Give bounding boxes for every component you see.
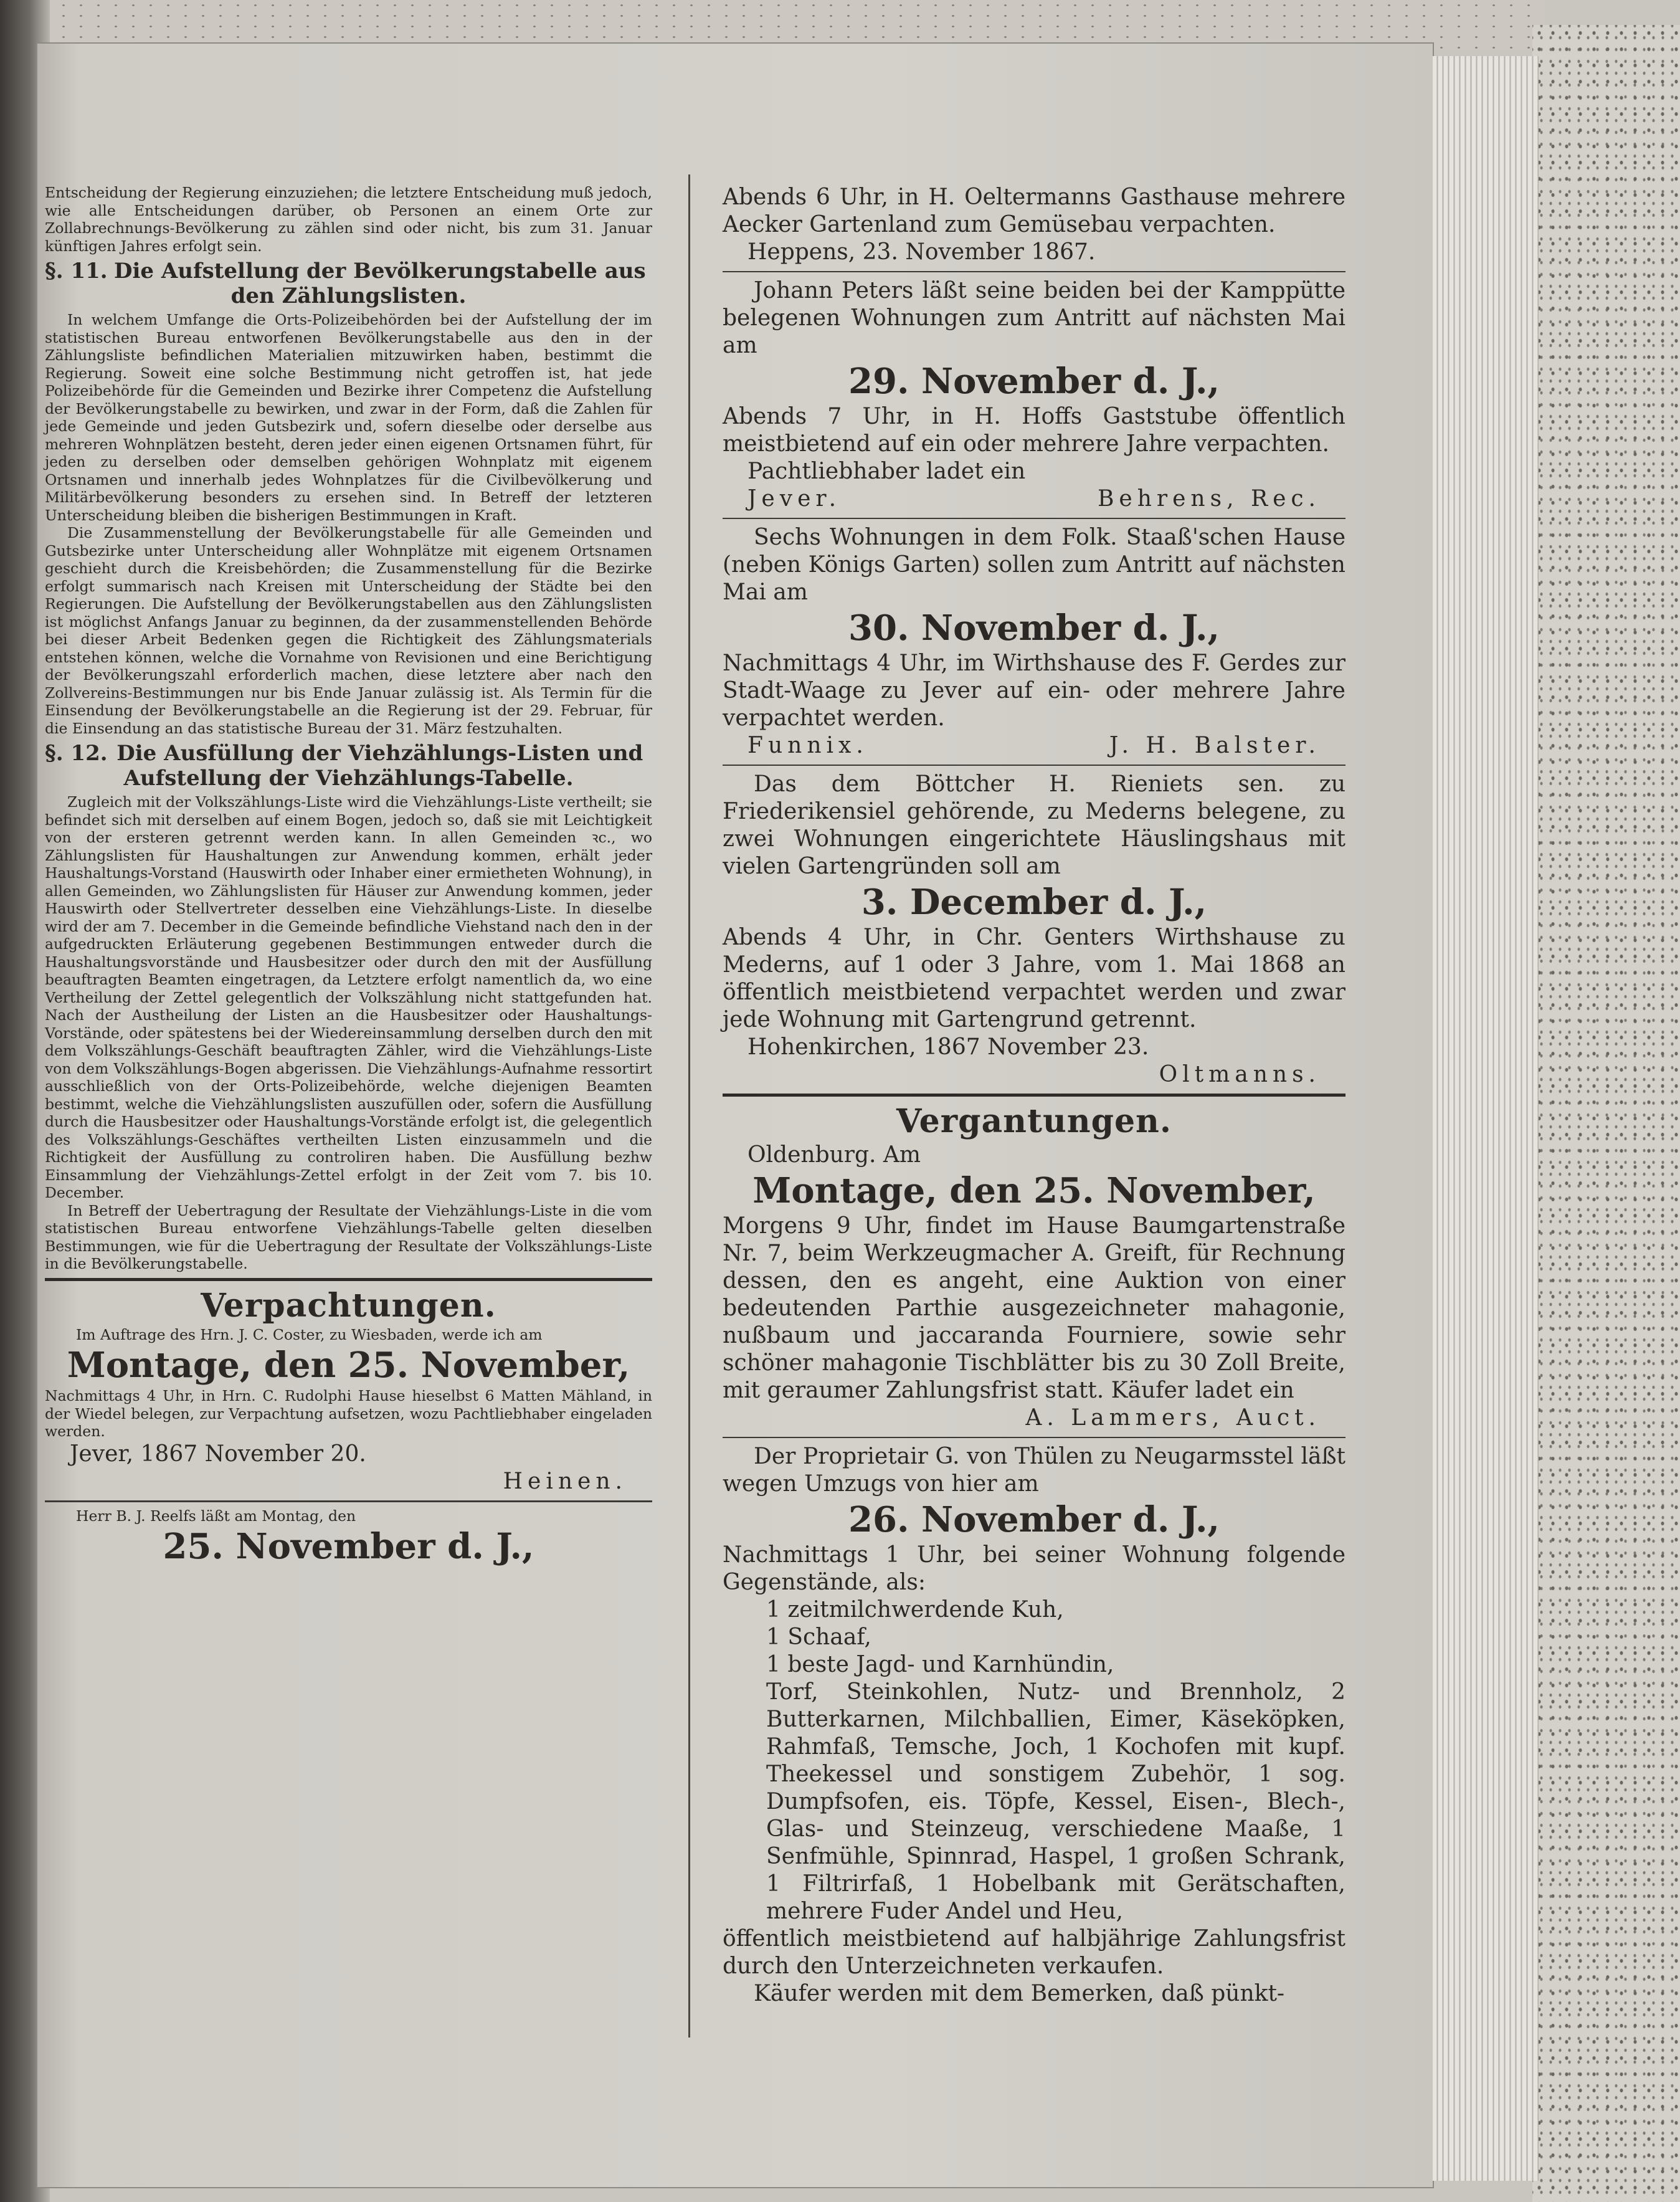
ad-staass-text: Nachmittags 4 Uhr, im Wirthshause des F. Gerdes zur Stadt-Waage zu Jever auf ein- oder mehrere Jahre verpachtet werden. [723,651,1345,731]
ad-reelfs-date: 25. November d. J., [163,1526,534,1567]
ad-rieniets-place: Hohenkirchen, 1867 November 23. [747,1034,1149,1060]
ad-thuelen-text: Nachmittags 1 Uhr, bei seiner Wohnung folgende Gegenstände, als: [723,1542,1345,1595]
ad-greift-date: Montage, den 25. November, [752,1170,1316,1211]
ad-staass-intro: Sechs Wohnungen in dem Folk. Staaß'schen Hause (neben Königs Garten) sollen zum Antritt auf nächsten Mai am [723,525,1345,605]
ad-peters-text: Abends 7 Uhr, in H. Hoffs Gaststube öffentlich meistbietend auf ein oder mehrere Jahre verpachten. [723,404,1345,457]
ad-peters-place: Jever. [747,486,842,512]
ad-rieniets-date: 3. December d. J., [861,882,1207,923]
page-stack-edges [1433,56,1539,2181]
list-item: 1 zeitmilchwerdende Kuh, [766,1597,1064,1623]
ad-reelfs [45,1507,652,1569]
ad-rule [723,518,1345,519]
section-12-paragraph-2: In Betreff der Uebertragung der Resultate der Viehzählungs-Liste in die vom statistischen Bureau entworfene Viehzählungs-Tabelle gelten dieselben Bestimmungen, wie für die Uebertragung der Resultate der Volkszählungs-Liste in die Bevölkerungstabelle. [45,1201,652,1272]
ad-reelfs-intro: Herr B. J. Reelfs läßt am Montag, den [76,1507,356,1525]
section-12-heading [45,741,652,791]
page-top-edge [37,0,1545,50]
ad-coster-intro: Im Auftrage des Hrn. J. C. Coster, zu Wiesbaden, werde ich am [76,1325,543,1343]
ad-staass-signature: J. H. Balster. [1109,733,1321,758]
ad-rule [45,1500,652,1502]
ad-greift-signature: A. Lammers, Auct. [1025,1405,1321,1431]
ad-peters-invite: Pachtliebhaber ladet ein [747,459,1026,484]
ad-coster-date: Montage, den 25. November, [67,1345,630,1386]
ad-coster-signature: Heinen. [503,1468,627,1494]
ad-staass-signature-line [723,732,1345,760]
ad-greift-text: Morgens 9 Uhr, findet im Hause Baumgartenstraße Nr. 7, beim Werkzeugmacher A. Greift, für Rechnung dessen, den es angeht, eine Auktion von einer bedeutenden Parthie ausgezeichneter mahagonie, nußbaum und jaccaranda Fourniere, sowie sehr schöner mahagonie Tischblätter bis zu 30 Zoll Breite, mit geraumer Zahlungsfrist statt. Käufer ladet ein [723,1213,1345,1403]
verpachtungen-header: Verpachtungen. [201,1286,496,1325]
section-11-paragraph-1: In welchem Umfange die Orts-Polizeibehörden bei der Aufstellung der im statistischen Bureau entworfenen Bevölkerungstabelle aus den in der Zählungsliste befindlichen Materialien mitzuwirken haben, bestimmt die Regierung. Soweit eine solche Bestimmung nicht getroffen ist, hat jede Polizeibehörde für die Gemeinden und Bezirke ihrer Competenz die Aufstellung der Bevölkerungstabelle zu bewirken, und zwar in der Form, daß die Zahlen für jede Gemeinde und jeden Gutsbezirk und, sofern dieselbe oder derselbe aus mehreren Wohnplätzen besteht, deren jeder einen eigenen Ortsnamen führt, für jeden zu derselben oder demselben gehörigen Wohnplatz mit eigenem Ortsnamen und innerhalb jedes Wohnplatzes für die Civilbevölkerung und Militärbevölkerung besonders zu ersehen sind. In Betreff der letzteren Unterscheidung bleiben die bisherigen Bestimmungen in Kraft. [45,311,652,524]
intro-paragraph: Entscheidung der Regierung einzuziehen; die letztere Entscheidung muß jedoch, wie alle Entscheidungen darüber, ob Personen an einem Orte zur Zollabrechnungs-Bevölkerung zu zählen sind oder nicht, bis zum 31. Januar künftigen Jahres erfolgt sein. [45,184,652,255]
ad-rule [723,765,1345,766]
vergantungen-header: Vergantungen. [896,1102,1172,1140]
section-12-number: §. 12. [45,741,108,766]
column-divider [688,174,690,2038]
section-11-heading [45,259,652,308]
ad-oeltermann-text: Abends 6 Uhr, in H. Oeltermanns Gasthause mehrere Aecker Gartenland zum Gemüsebau verpachten. [723,184,1345,237]
ad-thuelen-last-line: Käufer werden mit dem Bemerken, daß pünkt- [754,1981,1285,2006]
section-11-title: Die Aufstellung der Bevölkerungstabelle aus den Zählungslisten. [113,259,646,308]
section-11-number: §. 11. [45,259,108,284]
ad-rule [723,271,1345,272]
ad-rieniets-signature: Oltmanns. [1159,1062,1321,1087]
section-12-title: Die Ausfüllung der Viehzählungs-Listen und Aufstellung der Viehzählungs-Tabelle. [116,741,643,791]
list-item: Torf, Steinkohlen, Nutz- und Brennholz, 2 Butterkarnen, Milchballien, Eimer, Käseköpken, Rahmfaß, Temsche, Joch, 1 Kochofen mit kupf. Theekessel und sonstigem Zubehör, 1 sog. Dumpfsofen, eis. Töpfe, Kessel, Eisen-, Blech-, Glas- und Steinzeug, verschiedene Maaße, 1 Senfmühle, Spinnrad, Haspel, 1 großen Schrank, 1 Filtrirfaß, 1 Hobelbank mit Gerätschaften, mehrere Fuder Andel und Heu, [766,1679,1345,1924]
ad-rieniets-text: Abends 4 Uhr, in Chr. Genters Wirthshause zu Mederns, auf 1 oder 3 Jahre, vom 1. Mai 1868 an öffentlich meistbietend verpachtet werden und zwar jede Wohnung mit Gartengrund getrennt. [723,925,1345,1032]
list-item: 1 Schaaf, [766,1624,871,1650]
section-12-paragraph-1: Zugleich mit der Volkszählungs-Liste wird die Viehzählungs-Liste vertheilt; sie befindet sich mit derselben auf einem Bogen, jedoch so, daß sie mit Leichtigkeit von der ersteren getrennt werden kann. In allen Gemeinden ꝛc., wo Zählungslisten für Haushaltungen zur Anwendung kommen, erhält jeder Haushaltungs-Vorstand (Hauswirth oder Inhaber einer ermietheten Wohnung), in allen Gemeinden, wo Zählungslisten für Häuser zur Anwendung kommen, jeder Hauswirth oder Stellvertreter desselben eine Viehzählungs-Liste. In dieselbe wird der am 7. December in die Gemeinde befindliche Viehstand nach den in der aufgedruckten Erläuterung gegebenen Bestimmungen entweder durch die Haushaltungsvorstände und Hausbesitzer oder durch den mit der Ausfüllung beauftragten Beamten eingetragen, da Letztere erfolgt namentlich da, wo eine Vertheilung der Zettel gelegentlich der Volkszählung nicht stattgefunden hat. Nach der Austheilung der Listen an die Hausbesitzer oder Haushaltungs-Vorstände, oder spätestens bei der Wiedereinsammlung derselben durch den mit dem Volkszählungs-Geschäft beauftragten Zähler, wird die Viehzählungs-Liste von dem Volkszählungs-Bogen abgerissen. Die Viehzählungs-Aufnahme ressortirt ausschließlich von der Orts-Polizeibehörde, welche diejenigen Beamten bestimmt, welche die Viehzählungslisten auszufüllen oder, sofern die Ausfüllung durch die Hausbesitzer oder Haushaltungs-Vorstände erfolgt ist, die gelegentlich des Volkszählungs-Geschäftes vertheilten Listen einzusammeln und die Richtigkeit der Ausfüllung zu controliren haben. Die Ausfüllung bezhw Einsammlung der Viehzählungs-Zettel erfolgt in der Zeit vom 7. bis 10. December. [45,793,652,1201]
list-item: 1 beste Jagd- und Karnhündin, [766,1652,1114,1677]
ad-coster-place: Jever, 1867 November 20. [70,1441,366,1467]
ad-rieniets-intro: Das dem Böttcher H. Rieniets sen. zu Friederikensiel gehörende, zu Mederns belegene, zu zwei Wohnungen eingerichtete Häuslingshaus mit vielen Gartengründen soll am [723,771,1345,879]
ad-thuelen-end: öffentlich meistbietend auf halbjährige Zahlungsfrist durch den Unterzeichneten verkaufen. [723,1926,1345,1979]
section-rule [723,1094,1345,1097]
ad-coster-text: Nachmittags 4 Uhr, in Hrn. C. Rudolphi Hause hieselbst 6 Matten Mähland, in der Wiedel belegen, zur Verpachtung aufsetzen, wozu Pachtliebhaber eingeladen werden. [45,1387,652,1440]
ad-rule [723,1437,1345,1438]
ad-peters-signature: Behrens, Rec. [1097,486,1321,512]
ad-peters-intro: Johann Peters läßt seine beiden bei der Kamppütte belegenen Wohnungen zum Antritt auf nächsten Mai am [723,278,1345,358]
ad-staass-date: 30. November d. J., [848,608,1220,649]
ad-staass-place: Funnix. [747,733,868,758]
ad-thuelen-intro: Der Proprietair G. von Thülen zu Neugarmsstel läßt wegen Umzugs von hier am [723,1444,1345,1497]
left-column [45,184,652,1568]
ad-coster [45,1326,652,1495]
section-11-paragraph-2: Die Zusammenstellung der Bevölkerungstabelle für alle Gemeinden und Gutsbezirke unter Unterscheidung aller Wohnplätze mit eigenem Ortsnamen geschieht durch die Kreisbehörden; die Zusammenstellung für die Bezirke erfolgt summarisch nach Kreisen mit Unterscheidung der Städte bei den Regierungen. Die Aufstellung der Bevölkerungstabellen aus den Zählungslisten ist möglichst Anfangs Januar zu beginnen, da der zusammenstellenden Behörde bei dieser Arbeit Bedenken gegen die Richtigkeit des Zählungsmaterials entstehen können, welche die Vornahme von Revisionen und eine Berichtigung der Bevölkerungszahl erforderlich machen, diese letztere aber nach den Zollvereins-Bestimmungen nur bis Ende Januar zulässig ist. Als Termin für die Einsendung der Bevölkerungstabelle an die Regierung ist der 29. Februar, für die Einsendung an das statistische Bureau der 31. März festzuhalten. [45,524,652,737]
ad-greift-place: Oldenburg. Am [747,1142,921,1168]
section-rule [45,1278,652,1281]
ad-peters-date: 29. November d. J., [848,361,1220,402]
ad-peters-signature-line [723,485,1345,513]
book-edge-speckled [1532,25,1680,2202]
ad-oeltermann-place: Heppens, 23. November 1867. [747,239,1096,265]
right-column [723,184,1345,2008]
ad-thuelen-date: 26. November d. J., [848,1499,1220,1540]
